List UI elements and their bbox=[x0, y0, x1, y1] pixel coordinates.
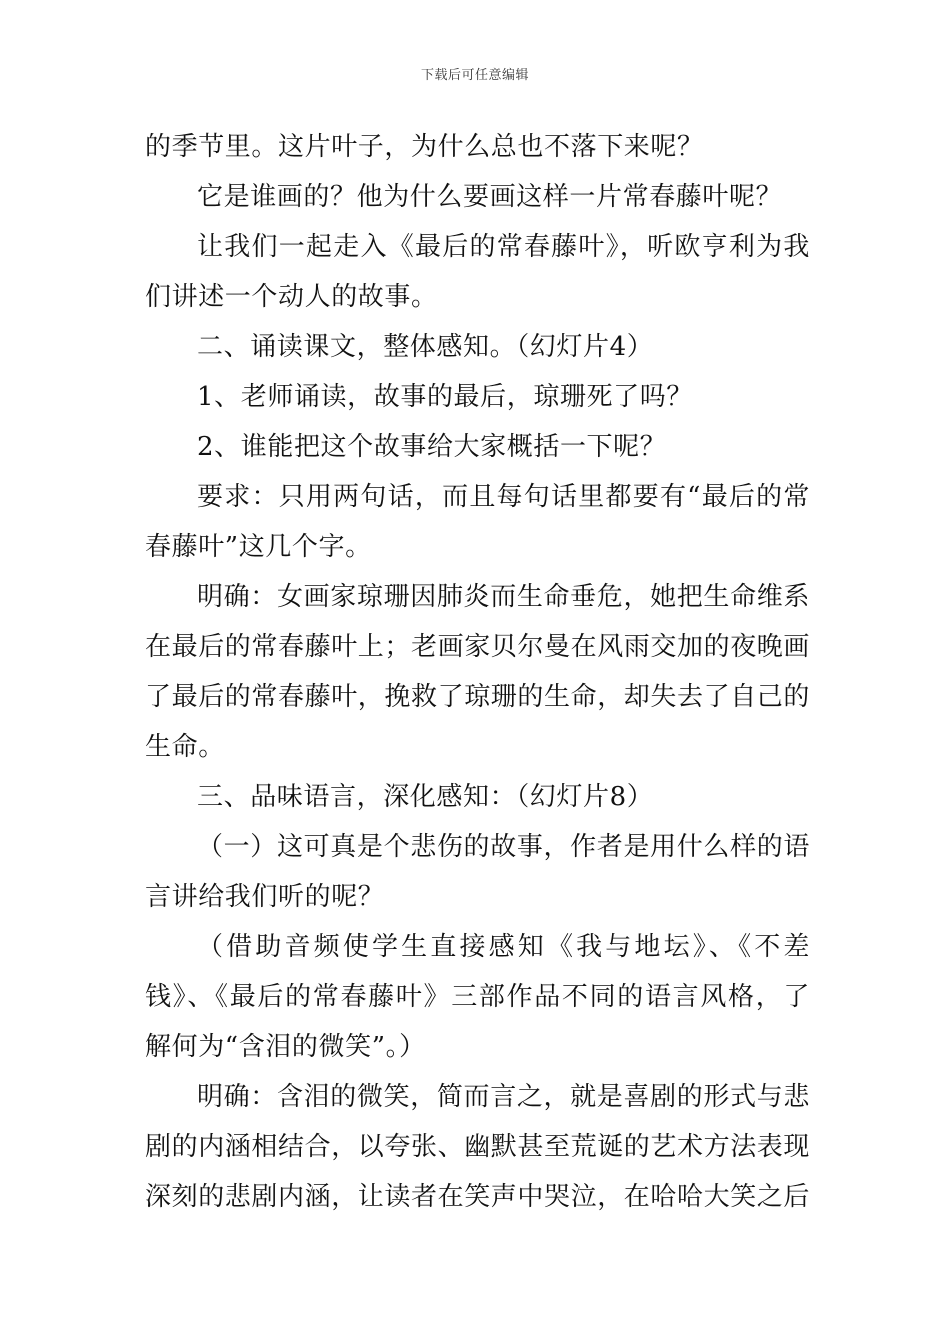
section-heading: 三、品味语言，深化感知：（幻灯片8） bbox=[197, 782, 654, 812]
page-header: 下载后可任意编辑 bbox=[420, 68, 529, 83]
paragraph: 2、谁能把这个故事给大家概括一下呢？ bbox=[197, 432, 667, 462]
paragraph: 它是谁画的？他为什么要画这样一片常春藤叶呢？ bbox=[197, 182, 783, 212]
paragraph: 要求：只用两句话，而且每句话里都要有“最后的常春藤叶”这几个字。 bbox=[145, 482, 810, 562]
paragraph: （借助音频使学生直接感知《我与地坛》、《不差钱》、《最后的常春藤叶》三部作品不同的语言风格，了解何为“含泪的微笑”。） bbox=[145, 932, 810, 1062]
paragraph: 明确：女画家琼珊因肺炎而生命垂危，她把生命维系在最后的常春藤叶上；老画家贝尔曼在风雨交加的夜晚画了最后的常春藤叶，挽救了琼珊的生命，却失去了自己的生命。 bbox=[145, 582, 811, 762]
paragraph: 的季节里。这片叶子，为什么总也不落下来呢？ bbox=[145, 132, 704, 162]
document-body bbox=[145, 122, 810, 1222]
section-heading: 二、诵读课文，整体感知。（幻灯片4） bbox=[197, 332, 654, 362]
paragraph: 1、老师诵读，故事的最后，琼珊死了吗？ bbox=[197, 382, 693, 412]
paragraph: 明确：含泪的微笑，简而言之，就是喜剧的形式与悲剧的内涵相结合，以夸张、幽默甚至荒诞的艺术方法表现深刻的悲剧内涵，让读者在笑声中哭泣，在哈哈大笑之后 bbox=[145, 1082, 811, 1212]
paragraph: （一）这可真是个悲伤的故事，作者是用什么样的语言讲给我们听的呢？ bbox=[145, 832, 810, 912]
paragraph: 让我们一起走入《最后的常春藤叶》，听欧亨利为我们讲述一个动人的故事。 bbox=[145, 232, 810, 312]
